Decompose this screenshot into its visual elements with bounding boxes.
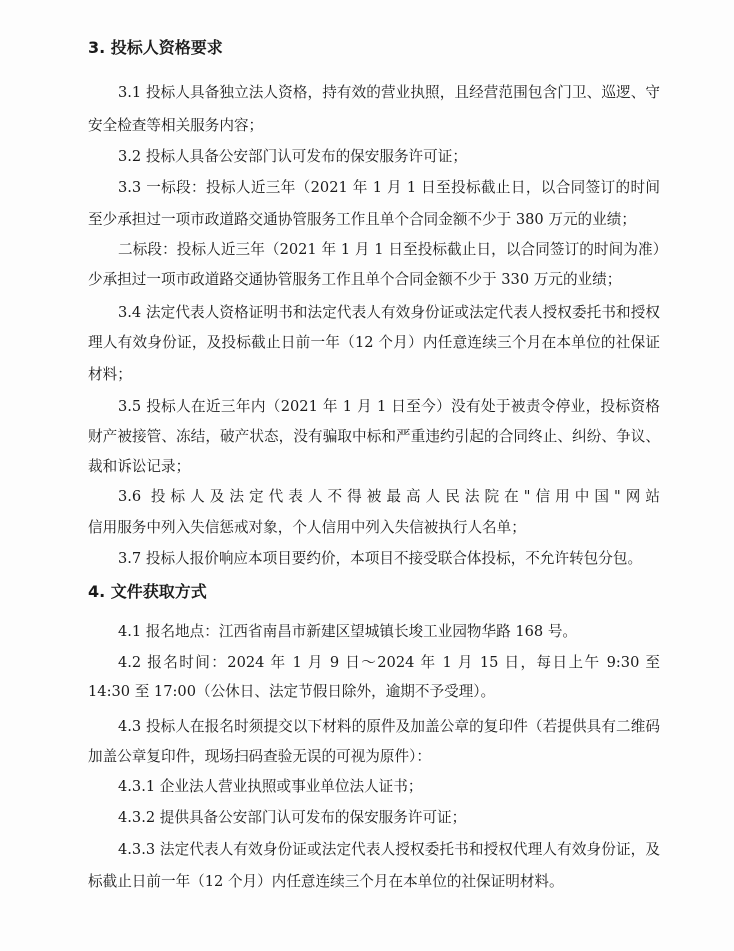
section3-paragraph-1-line: 安全检查等相关服务内容；	[88, 117, 264, 134]
section4-paragraph-2-line: 4.2 报名时间：2024 年 1 月 9 日～2024 年 1 月 15 日，每日上午 9:30 至	[118, 654, 660, 671]
section3-paragraph-3-line: 至少承担过一项市政道路交通协管服务工作且单个合同金额不少于 380 万元的业绩；	[88, 211, 636, 228]
section3-paragraph-5-line: 材料；	[88, 366, 132, 383]
section4-paragraph-6-line: 4.3.3 法定代表人有效身份证或法定代表人授权委托书和授权代理人有效身份证，及	[118, 841, 660, 858]
section3-paragraph-8-line: 3.7 投标人报价响应本项目要约价，本项目不接受联合体投标，不允许转包分包。	[118, 550, 643, 567]
section4-paragraph-5-line: 4.3.2 提供具备公安部门认可发布的保安服务许可证；	[118, 809, 467, 826]
section3-paragraph-7-line: 信用服务中列入失信惩戒对象，个人信用中列入失信被执行人名单；	[88, 519, 526, 536]
section3-paragraph-5-line: 3.4 法定代表人资格证明书和法定代表人有效身份证或法定代表人授权委托书和授权	[118, 304, 660, 321]
section3-paragraph-6-line: 裁和诉讼记录；	[88, 458, 191, 475]
section3-paragraph-5-line: 理人有效身份证，及投标截止日前一年（12 个月）内任意连续三个月在本单位的社保证	[88, 334, 660, 351]
section4-paragraph-3-line: 加盖公章复印件，现场扫码查验无误的可视为原件）：	[88, 748, 431, 765]
section3-paragraph-4-line: 二标段：投标人近三年（2021 年 1 月 1 日至投标截止日，以合同签订的时间为准）	[118, 241, 660, 258]
section4-paragraph-2-line: 14:30 至 17:00（公休日、法定节假日除外，逾期不予受理）。	[88, 683, 496, 700]
section3-paragraph-7-line: 3.6 投标人及法定代表人不得被最高人民法院在"信用中国"网站	[118, 488, 660, 505]
section4-paragraph-6-line: 标截止日前一年（12 个月）内任意连续三个月在本单位的社保证明材料。	[88, 873, 564, 890]
section3-paragraph-4-line: 少承担过一项市政道路交通协管服务工作且单个合同金额不少于 330 万元的业绩；	[88, 271, 622, 288]
section4-paragraph-3-line: 4.3 投标人在报名时须提交以下材料的原件及加盖公章的复印件（若提供具有二维码	[118, 718, 660, 735]
section3-paragraph-6-line: 3.5 投标人在近三年内（2021 年 1 月 1 日至今）没有处于被责令停业，投标资格	[118, 398, 660, 415]
section3-paragraph-1-line: 3.1 投标人具备独立法人资格，持有效的营业执照，且经营范围包含门卫、巡逻、守	[118, 84, 660, 101]
section4-paragraph-1-line: 4.1 报名地点：江西省南昌市新建区望城镇长埈工业园物华路 168 号。	[118, 623, 578, 640]
section3-paragraph-2-line: 3.2 投标人具备公安部门认可发布的保安服务许可证；	[118, 148, 467, 165]
section3-paragraph-6-line: 财产被接管、冻结，破产状态，没有骗取中标和严重违约引起的合同终止、纠纷、争议、	[88, 428, 660, 445]
section-3-heading: 3. 投标人资格要求	[88, 38, 223, 57]
section3-paragraph-3-line: 3.3 一标段：投标人近三年（2021 年 1 月 1 日至投标截止日，以合同签订的时间	[118, 179, 660, 196]
section-4-heading: 4. 文件获取方式	[88, 582, 207, 601]
section4-paragraph-4-line: 4.3.1 企业法人营业执照或事业单位法人证书；	[118, 778, 423, 795]
